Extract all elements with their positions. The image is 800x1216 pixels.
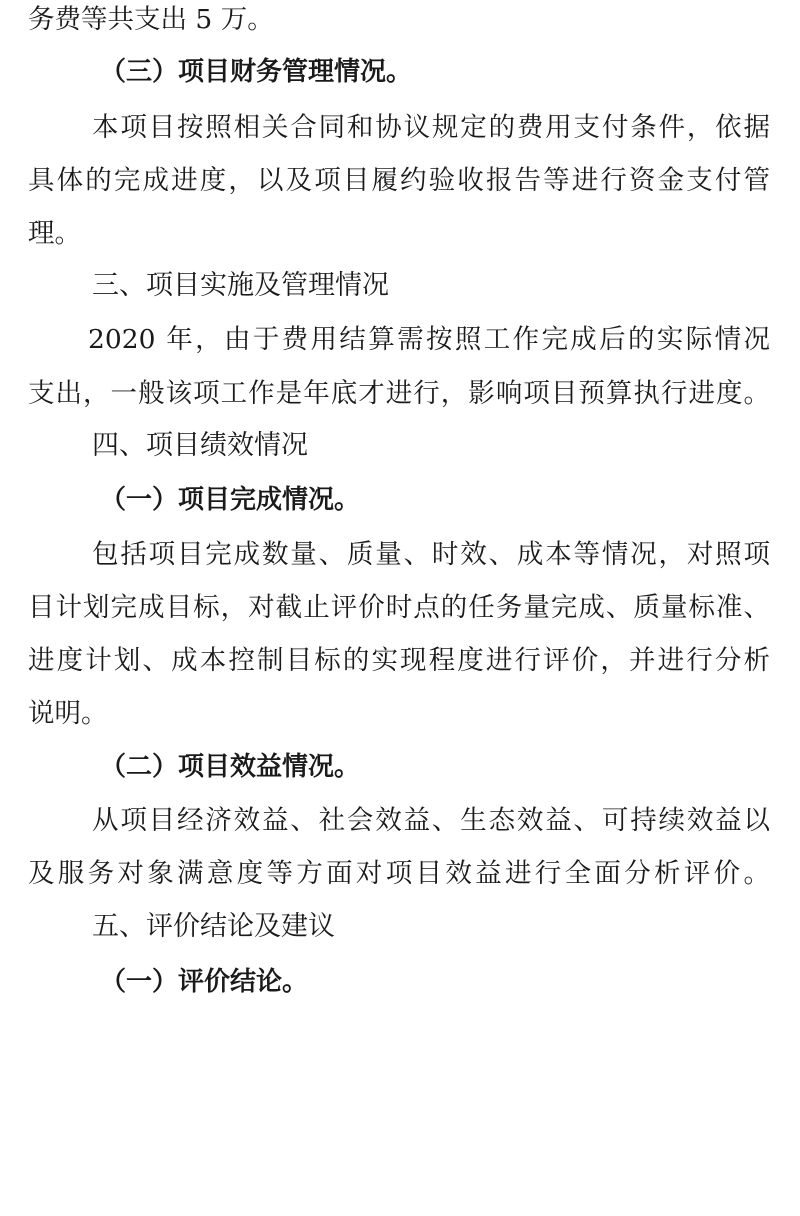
paragraph-line: 包括项目完成数量、质量、时效、成本等情况，对照项 — [92, 539, 770, 570]
paragraph-line: 进度计划、成本控制目标的实现程度进行评价，并进行分析 — [28, 645, 770, 676]
subheading-benefits: （二）项目效益情况。 — [100, 752, 361, 782]
heading-implementation: 三、项目实施及管理情况 — [92, 270, 389, 301]
subheading-evaluation-conclusion: （一）评价结论。 — [100, 967, 309, 997]
paragraph-line: 理。 — [28, 218, 81, 249]
paragraph-line: 从项目经济效益、社会效益、生态效益、可持续效益以 — [92, 805, 770, 836]
subheading-completion: （一）项目完成情况。 — [100, 485, 361, 515]
paragraph-line: 具体的完成进度，以及项目履约验收报告等进行资金支付管 — [28, 165, 770, 196]
paragraph-line: 目计划完成目标，对截止评价时点的任务量完成、质量标准、 — [28, 592, 770, 623]
heading-performance: 四、项目绩效情况 — [92, 430, 308, 461]
heading-conclusions: 五、评价结论及建议 — [92, 911, 335, 942]
subheading-financial-management: （三）项目财务管理情况。 — [100, 57, 413, 87]
paragraph-line: 及服务对象满意度等方面对项目效益进行全面分析评价。 — [28, 858, 770, 889]
paragraph-line: 支出，一般该项工作是年底才进行，影响项目预算执行进度。 — [28, 378, 770, 409]
paragraph-line-expense-total: 务费等共支出 5 万。 — [28, 4, 274, 35]
paragraph-line: 本项目按照相关合同和协议规定的费用支付条件，依据 — [92, 112, 770, 143]
paragraph-line: 说明。 — [28, 698, 108, 729]
paragraph-line: 2020 年，由于费用结算需按照工作完成后的实际情况 — [88, 324, 770, 355]
